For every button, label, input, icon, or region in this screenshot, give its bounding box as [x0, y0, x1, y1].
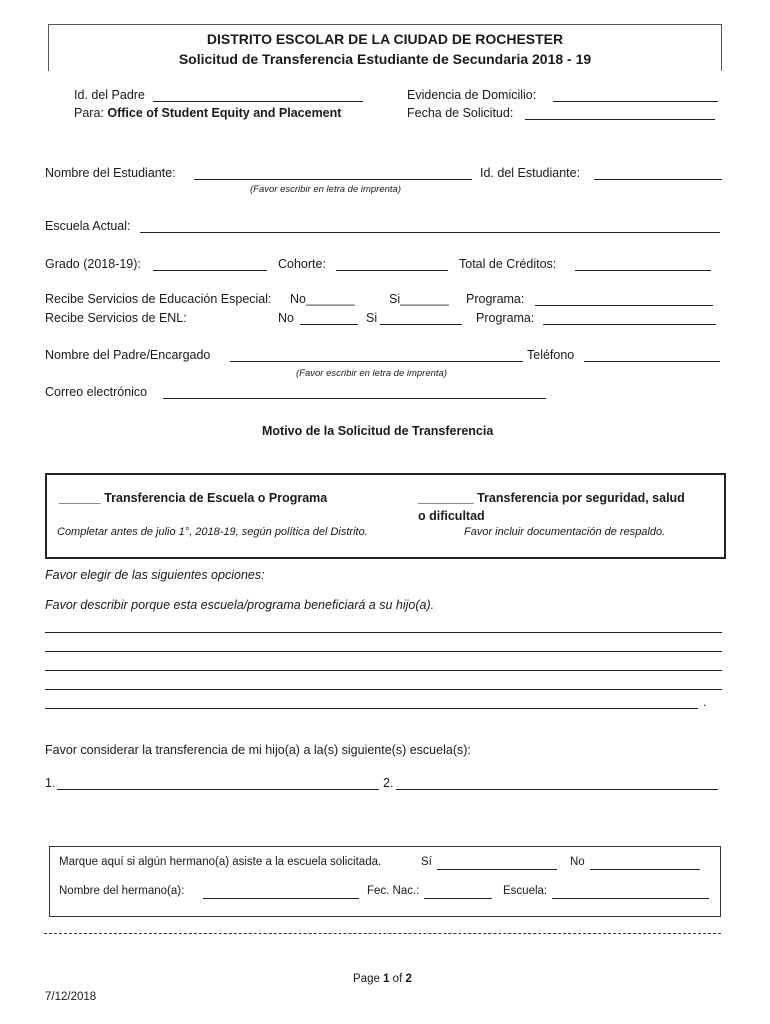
to-prefix: Para:	[74, 106, 104, 120]
sibling-check-label: Marque aquí si algún hermano(a) asiste a la escuela solicitada.	[59, 856, 382, 868]
current-school-label: Escuela Actual:	[45, 219, 131, 233]
residence-label: Evidencia de Domicilio:	[407, 88, 537, 102]
grade-field[interactable]	[153, 270, 267, 271]
describe-line-1[interactable]	[45, 632, 722, 633]
sped-no[interactable]: No_______	[290, 292, 355, 306]
current-school-field[interactable]	[140, 232, 720, 233]
enl-label: Recibe Servicios de ENL:	[45, 311, 187, 325]
parent-print-note: (Favor escribir en letra de imprenta)	[296, 368, 447, 379]
page-of: of	[392, 973, 403, 985]
parent-name-field[interactable]	[230, 361, 523, 362]
sibling-dob-label: Fec. Nac.:	[367, 885, 420, 897]
district-title: DISTRITO ESCOLAR DE LA CIUDAD DE ROCHESTER	[206, 31, 564, 47]
page-current: 1	[383, 973, 390, 985]
email-label: Correo electrónico	[45, 385, 148, 399]
describe-line-2[interactable]	[45, 651, 722, 652]
page-prefix: Page	[353, 973, 380, 985]
student-name-label: Nombre del Estudiante:	[45, 166, 176, 180]
form-title: Solicitud de Transferencia Estudiante de Secundaria 2018 - 19	[178, 51, 592, 67]
school2-label: 2.	[383, 776, 394, 790]
parent-name-label: Nombre del Padre/Encargado	[45, 348, 211, 362]
sibling-school-field[interactable]	[552, 898, 709, 899]
describe-line-5[interactable]	[45, 708, 698, 709]
reason-heading: Motivo de la Solicitud de Transferencia	[262, 424, 494, 438]
school1-field[interactable]	[57, 789, 379, 790]
header-box	[48, 24, 722, 71]
request-date-field[interactable]	[525, 119, 715, 120]
credits-field[interactable]	[575, 270, 711, 271]
option1-blank[interactable]: ______	[59, 491, 101, 505]
sibling-box	[49, 846, 721, 917]
footer-date: 7/12/2018	[45, 991, 97, 1003]
option2-note: Favor incluir documentación de respaldo.	[464, 526, 666, 538]
enl-program-label: Programa:	[476, 311, 535, 325]
student-name-field[interactable]	[194, 179, 472, 180]
sibling-no-field[interactable]	[590, 869, 700, 870]
parent-id-label: Id. del Padre	[74, 88, 145, 102]
option1-label: Transferencia de Escuela o Programa	[104, 491, 328, 505]
option2-blank[interactable]: ________	[418, 491, 474, 505]
to-line	[74, 106, 341, 120]
sibling-name-label: Nombre del hermano(a):	[59, 885, 185, 897]
sped-label: Recibe Servicios de Educación Especial:	[45, 292, 272, 306]
sibling-si-label: Sí	[421, 856, 432, 868]
cut-line	[44, 933, 721, 934]
describe-end-period: .	[703, 695, 707, 709]
student-print-note: (Favor escribir en letra de imprenta)	[250, 184, 401, 195]
sibling-si-field[interactable]	[437, 869, 557, 870]
option2-label-line2: o dificultad	[418, 509, 485, 523]
describe-line-3[interactable]	[45, 670, 722, 671]
phone-label: Teléfono	[527, 348, 575, 362]
sibling-name-field[interactable]	[203, 898, 359, 899]
school1-label: 1.	[45, 776, 56, 790]
option1-row[interactable]	[59, 491, 327, 505]
enl-no: No	[278, 311, 294, 325]
sibling-school-label: Escuela:	[503, 885, 548, 897]
option1-note: Completar antes de julio 1°, 2018-19, según política del Distrito.	[57, 526, 368, 538]
student-id-label: Id. del Estudiante:	[480, 166, 581, 180]
reason-box	[45, 473, 726, 559]
credits-label: Total de Créditos:	[459, 257, 557, 271]
cohort-label: Cohorte:	[278, 257, 326, 271]
option2-row[interactable]	[418, 491, 685, 505]
describe-line-4[interactable]	[45, 689, 722, 690]
to-office: Office of Student Equity and Placement	[107, 106, 342, 120]
school2-field[interactable]	[396, 789, 718, 790]
cohort-field[interactable]	[336, 270, 448, 271]
page-number	[353, 973, 412, 985]
describe-prompt: Favor describir porque esta escuela/programa beneficiará a su hijo(a).	[45, 598, 435, 612]
phone-field[interactable]	[584, 361, 720, 362]
option2-label: Transferencia por seguridad, salud	[477, 491, 685, 505]
choose-prompt: Favor elegir de las siguientes opciones:	[45, 568, 265, 582]
enl-program-field[interactable]	[543, 324, 716, 325]
sibling-no-label: No	[570, 856, 585, 868]
sped-program-field[interactable]	[535, 305, 713, 306]
residence-field[interactable]	[553, 101, 718, 102]
consider-prompt: Favor considerar la transferencia de mi hijo(a) a la(s) siguiente(s) escuela(s):	[45, 743, 471, 757]
parent-id-field[interactable]	[153, 101, 363, 102]
request-date-label: Fecha de Solicitud:	[407, 106, 514, 120]
enl-si-field[interactable]	[380, 324, 462, 325]
enl-no-field[interactable]	[300, 324, 358, 325]
sped-si[interactable]: Si_______	[389, 292, 449, 306]
sibling-dob-field[interactable]	[424, 898, 492, 899]
grade-label: Grado (2018-19):	[45, 257, 141, 271]
sped-program-label: Programa:	[466, 292, 525, 306]
student-id-field[interactable]	[594, 179, 722, 180]
enl-si: Si	[366, 311, 378, 325]
page-total: 2	[405, 973, 412, 985]
email-field[interactable]	[163, 398, 546, 399]
